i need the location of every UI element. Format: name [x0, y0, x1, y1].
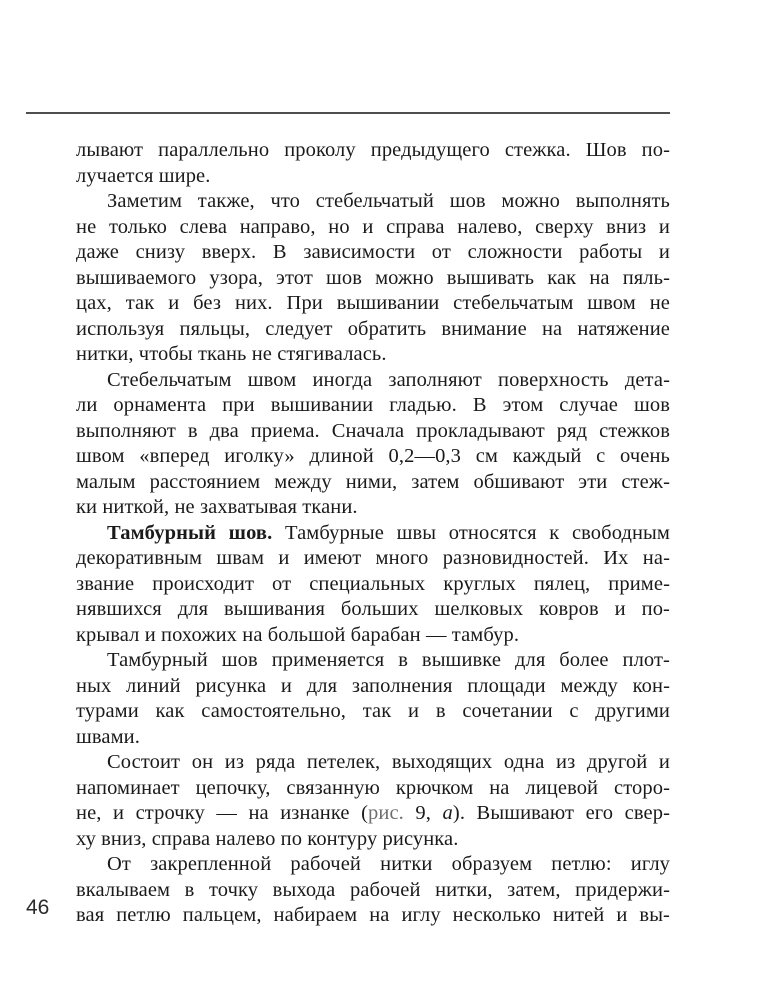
- text-run: 9,: [403, 802, 443, 824]
- text-line: декоративным швам и имеют много разновидностей. Их на-: [76, 547, 670, 569]
- text-line: ху вниз, справа налево по контуру рисунка.: [76, 827, 459, 850]
- text-line: нявшихся для вышивания больших шелковых ковров и по-: [76, 598, 670, 620]
- text-line: Заметим также, что стебельчатый шов можно выполнять: [107, 190, 670, 212]
- text-line: ли орнамента при вышивании гладью. В этом случае шов: [76, 394, 670, 416]
- text-line: звание происходит от специальных круглых пялец, приме-: [76, 572, 670, 595]
- text-line: лучается шире.: [76, 164, 211, 187]
- text-line: турами как самостоятельно, так и в сочетании с другими: [76, 700, 670, 722]
- text-line: напоминает цепочку, связанную крючком на лицевой сторо-: [76, 776, 670, 799]
- text-line: Стебельчатым швом иногда заполняют поверхность дета-: [107, 368, 670, 391]
- text-run: не, и строчку — на изнанке (: [76, 802, 369, 824]
- text-line: не только слева направо, но и справа налево, сверху вниз и: [76, 215, 670, 238]
- text-line: используя пяльцы, следует обратить внимание на натяжение: [76, 317, 670, 340]
- paragraph-lead-bold: Тамбурный шов.: [107, 521, 273, 544]
- text-line: вышиваемого узора, этот шов можно вышивать как на пяль-: [76, 266, 670, 289]
- text-line: От закрепленной рабочей нитки образуем петлю: иглу: [107, 853, 670, 875]
- text-line: швами.: [76, 725, 140, 748]
- text-run: Тамбурные швы относятся к свободным: [272, 521, 670, 544]
- figure-reference: рис.: [368, 802, 404, 824]
- text-line: [76, 521, 670, 547]
- text-line: ки ниткой, не захватывая ткани.: [76, 496, 358, 518]
- text-line: цах, так и без них. При вышивании стебельчатым швом не: [76, 292, 670, 314]
- body-text: [76, 138, 670, 929]
- text-line: Состоит он из ряда петелек, выходящих одна из другой и: [107, 751, 670, 773]
- text-line: выполняют в два приема. Сначала прокладывают ряд стежков: [76, 419, 670, 442]
- figure-letter: а: [442, 802, 453, 824]
- text-line: Тамбурный шов применяется в вышивке для более плот-: [107, 649, 670, 671]
- text-run: ). Вышивают его свер-: [452, 802, 670, 824]
- text-line: швом «вперед иголку» длиной 0,2—0,3 см каждый с очень: [76, 445, 670, 467]
- header-divider-rule: [26, 112, 670, 114]
- text-line: крывал и похожих на большой барабан — тамбур.: [76, 623, 520, 646]
- text-line: ных линий рисунка и для заполнения площади между кон-: [76, 674, 670, 697]
- text-line: [76, 801, 670, 827]
- page-number: 46: [26, 896, 50, 919]
- text-line: лывают параллельно проколу предыдущего стежка. Шов по-: [76, 139, 670, 161]
- text-line: вкалываем в точку выхода рабочей нитки, затем, придержи-: [76, 878, 670, 901]
- text-line: нитки, чтобы ткань не стягивалась.: [76, 343, 387, 365]
- text-line: малым расстоянием между ними, затем обшивают эти стеж-: [76, 470, 670, 493]
- text-line: даже снизу вверх. В зависимости от сложности работы и: [76, 241, 670, 263]
- text-line: вая петлю пальцем, набираем на иглу несколько нитей и вы-: [76, 904, 670, 926]
